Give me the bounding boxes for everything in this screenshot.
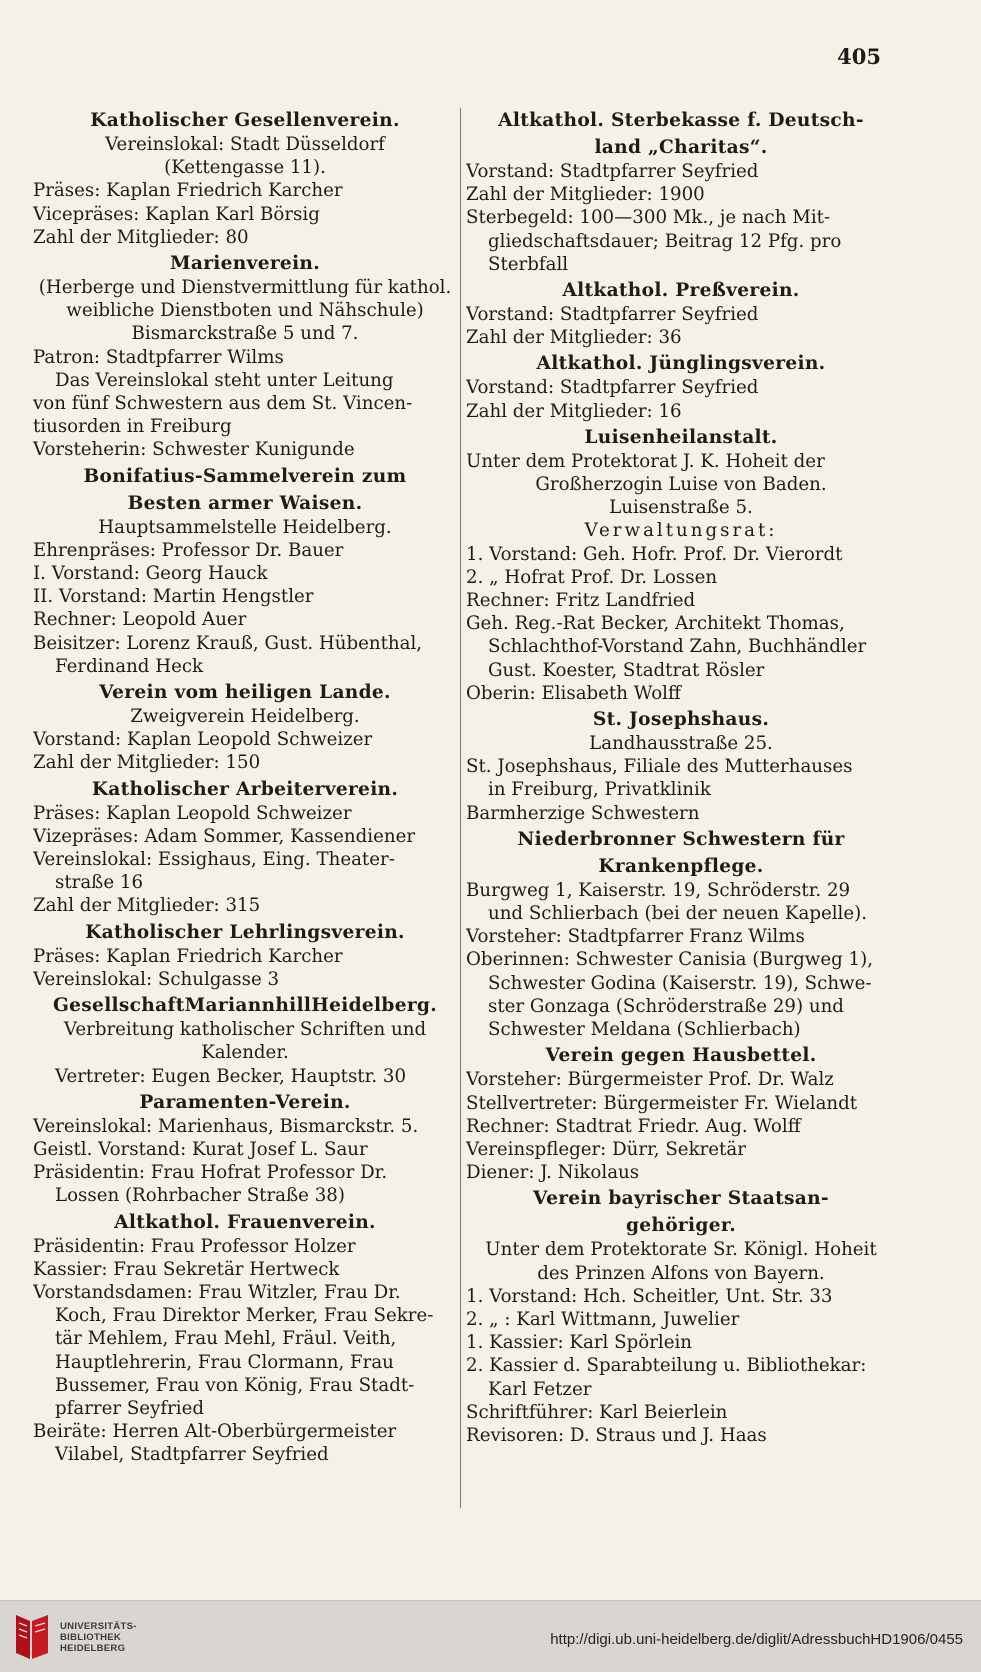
- entry-line: Bismarckstraße 5 und 7.: [131, 323, 359, 345]
- page-number: 405: [837, 44, 881, 69]
- section-heading: Katholischer Gesellenverein.: [90, 110, 400, 131]
- entry-line: (Herberge und Dienstvermittlung für kathol.: [38, 277, 452, 299]
- section-heading: Niederbronner Schwestern für: [517, 828, 845, 850]
- entry-line: Hauptlehrerin, Frau Clormann, Frau: [55, 1351, 394, 1373]
- entry-line: Zahl der Mitglieder: 36: [466, 327, 682, 349]
- entry-line: Beiräte: Herren Alt-Oberbürgermeister: [33, 1421, 397, 1443]
- logo-line-1: UNIVERSITÄTS-: [60, 1621, 137, 1632]
- entry-line: 2. Kassier d. Sparabteilung u. Bibliothekar:: [466, 1355, 867, 1377]
- entry-line: Oberinnen: Schwester Canisia (Burgweg 1),: [466, 949, 873, 971]
- entry-line: (Kettengasse 11).: [164, 157, 326, 179]
- entry-line: Kalender.: [201, 1042, 289, 1064]
- section-heading: Altkathol. Frauenverein.: [114, 1211, 376, 1233]
- entry-line: Großherzogin Luise von Baden.: [535, 474, 827, 496]
- section-heading: Verein vom heiligen Lande.: [99, 682, 391, 704]
- entry-line: Präsidentin: Frau Professor Holzer: [33, 1235, 356, 1257]
- entry-line: Verbreitung katholischer Schriften und: [63, 1019, 427, 1041]
- entry-line: Stellvertreter: Bürgermeister Fr. Wielandt: [466, 1092, 858, 1114]
- entry-line: Geistl. Vorstand: Kurat Josef L. Saur: [33, 1138, 368, 1160]
- entry-line: 2. „ : Karl Wittmann, Juwelier: [466, 1308, 740, 1330]
- entry-line: gliedschaftsdauer; Beitrag 12 Pfg. pro: [488, 230, 842, 252]
- entry-line: 1. Vorstand: Geh. Hofr. Prof. Dr. Vierordt: [466, 543, 843, 565]
- entry-line: Vertreter: Eugen Becker, Hauptstr. 30: [55, 1065, 407, 1087]
- entry-line: Rechner: Stadtrat Friedr. Aug. Wolff: [466, 1115, 801, 1137]
- entry-line: in Freiburg, Privatklinik: [488, 779, 711, 801]
- entry-line: Vereinslokal: Essighaus, Eing. Theater-: [33, 849, 395, 871]
- entry-line: Vorstand: Kaplan Leopold Schweizer: [33, 729, 373, 751]
- entry-line: Kassier: Frau Sekretär Hertweck: [33, 1258, 340, 1280]
- right-column: [466, 106, 896, 1447]
- entry-line: Vorsteher: Stadtpfarrer Franz Wilms: [466, 926, 805, 948]
- entry-line: ster Gonzaga (Schröderstraße 29) und: [488, 995, 844, 1017]
- entry-line: Vorstandsdamen: Frau Witzler, Frau Dr.: [33, 1281, 401, 1303]
- entry-line: Vereinslokal: Schulgasse 3: [33, 968, 280, 990]
- footer-bar: [0, 1600, 981, 1672]
- entry-line: Vereinspfleger: Dürr, Sekretär: [466, 1138, 746, 1160]
- entry-line: Vereinslokal: Stadt Düsseldorf: [105, 134, 385, 155]
- entry-line: I. Vorstand: Georg Hauck: [33, 563, 268, 585]
- entry-line: Rechner: Leopold Auer: [33, 609, 247, 631]
- entry-line: Das Vereinslokal steht unter Leitung: [55, 369, 394, 391]
- section-heading: Verein bayrischer Staatsan-: [533, 1188, 829, 1210]
- entry-line: Gust. Koester, Stadtrat Rösler: [488, 659, 765, 681]
- section-heading: Katholischer Arbeiterverein.: [91, 778, 399, 800]
- section-heading: land „Charitas“.: [594, 137, 768, 158]
- entry-line: Vereinslokal: Marienhaus, Bismarckstr. 5.: [33, 1115, 419, 1137]
- section-heading: Bonifatius-Sammelverein zum: [83, 465, 407, 487]
- entry-line: Diener: J. Nikolaus: [466, 1162, 640, 1184]
- logo-line-2: BIBLIOTHEK: [60, 1632, 122, 1643]
- entry-line: Schlachthof-Vorstand Zahn, Buchhändler: [488, 636, 867, 658]
- entry-line: Burgweg 1, Kaiserstr. 19, Schröderstr. 29: [466, 879, 851, 901]
- section-heading: Altkathol. Jünglingsverein.: [536, 353, 826, 375]
- entry-line: Präses: Kaplan Friedrich Karcher: [33, 945, 343, 967]
- entry-line: Schriftführer: Karl Beierlein: [466, 1401, 728, 1423]
- entry-line: Unter dem Protektorat J. K. Hoheit der: [466, 450, 825, 472]
- entry-line: von fünf Schwestern aus dem St. Vincen-: [33, 393, 413, 415]
- entry-line: St. Josephshaus, Filiale des Mutterhauses: [466, 756, 853, 778]
- entry-line: Unter dem Protektorate Sr. Königl. Hoheit: [485, 1239, 877, 1261]
- entry-line: Zahl der Mitglieder: 80: [33, 226, 249, 248]
- entry-line: 1. Vorstand: Hch. Scheitler, Unt. Str. 33: [466, 1285, 833, 1307]
- entry-line: Karl Fetzer: [488, 1378, 592, 1400]
- entry-line: Sterbfall: [488, 253, 569, 275]
- entry-line: straße 16: [55, 872, 144, 894]
- entry-line: 2. „ Hofrat Prof. Dr. Lossen: [466, 566, 718, 588]
- entry-line: Beisitzer: Lorenz Krauß, Gust. Hübenthal,: [33, 632, 423, 654]
- entry-line: Schwester Godina (Kaiserstr. 19), Schwe-: [488, 972, 872, 994]
- entry-line: Vorstand: Stadtpfarrer Seyfried: [466, 377, 759, 399]
- library-logo-text: [60, 1621, 137, 1654]
- entry-line: Präses: Kaplan Leopold Schweizer: [33, 802, 352, 824]
- section-heading: gehöriger.: [625, 1215, 736, 1237]
- entry-line: Präses: Kaplan Friedrich Karcher: [33, 180, 343, 202]
- entry-line: weibliche Dienstboten und Nähschule): [66, 300, 424, 322]
- entry-line: Patron: Stadtpfarrer Wilms: [33, 346, 284, 368]
- entry-line: Bussemer, Frau von König, Frau Stadt-: [55, 1374, 415, 1396]
- entry-line: Zweigverein Heidelberg.: [130, 706, 360, 728]
- entry-line: Vorsteherin: Schwester Kunigunde: [33, 439, 355, 461]
- section-heading: Paramenten-Verein.: [139, 1091, 351, 1113]
- entry-line: Zahl der Mitglieder: 315: [33, 895, 261, 917]
- section-heading: Krankenpflege.: [598, 855, 764, 877]
- section-heading: Besten armer Waisen.: [127, 492, 363, 514]
- section-heading: St. Josephshaus.: [592, 709, 770, 731]
- entry-line: Barmherzige Schwestern: [466, 802, 700, 824]
- entry-line: Schwester Meldana (Schlierbach): [488, 1019, 801, 1041]
- entry-line: Koch, Frau Direktor Merker, Frau Sekre-: [55, 1305, 434, 1327]
- entry-line: Sterbegeld: 100—300 Mk., je nach Mit-: [466, 207, 831, 229]
- entry-line: Hauptsammelstelle Heidelberg.: [98, 516, 392, 538]
- left-column: [33, 106, 457, 1467]
- entry-line: pfarrer Seyfried: [55, 1397, 204, 1419]
- entry-line: Zahl der Mitglieder: 16: [466, 400, 682, 422]
- entry-line: tär Mehlem, Frau Mehl, Fräul. Veith,: [55, 1328, 397, 1350]
- entry-line: Rechner: Fritz Landfried: [466, 590, 696, 612]
- entry-line: Zahl der Mitglieder: 150: [33, 752, 261, 774]
- entry-line: Ferdinand Heck: [55, 655, 204, 677]
- entry-line: Vicepräses: Kaplan Karl Börsig: [33, 203, 320, 225]
- entry-line: Zahl der Mitglieder: 1900: [466, 184, 705, 206]
- entry-line: Geh. Reg.-Rat Becker, Architekt Thomas,: [466, 613, 845, 635]
- entry-line: Landhausstraße 25.: [589, 733, 773, 755]
- section-heading: Altkathol. Preßverein.: [562, 280, 800, 302]
- entry-line: Verwaltungsrat:: [584, 520, 778, 542]
- library-logo-icon: [10, 1611, 54, 1663]
- entry-line: Vorstand: Stadtpfarrer Seyfried: [466, 304, 759, 326]
- section-heading: Marienverein.: [169, 253, 321, 275]
- entry-line: Luisenstraße 5.: [609, 497, 753, 519]
- entry-line: Vizepräses: Adam Sommer, Kassendiener: [33, 825, 416, 847]
- entry-line: und Schlierbach (bei der neuen Kapelle).: [488, 903, 868, 925]
- section-heading: Katholischer Lehrlingsverein.: [85, 921, 405, 943]
- entry-line: Präsidentin: Frau Hofrat Professor Dr.: [33, 1162, 388, 1184]
- entry-line: Vorstand: Stadtpfarrer Seyfried: [466, 161, 759, 182]
- entry-line: Vilabel, Stadtpfarrer Seyfried: [55, 1444, 329, 1466]
- section-heading: Verein gegen Hausbettel.: [545, 1045, 817, 1067]
- entry-line: Revisoren: D. Straus und J. Haas: [466, 1424, 767, 1446]
- entry-line: II. Vorstand: Martin Hengstler: [33, 586, 314, 608]
- entry-line: Vorsteher: Bürgermeister Prof. Dr. Walz: [466, 1069, 834, 1091]
- section-heading: Luisenheilanstalt.: [584, 426, 778, 448]
- entry-line: 1. Kassier: Karl Spörlein: [466, 1332, 692, 1354]
- entry-line: Ehrenpräses: Professor Dr. Bauer: [33, 539, 344, 561]
- section-heading: GesellschaftMariannhillHeidelberg.: [52, 995, 438, 1017]
- column-divider: [460, 108, 461, 1508]
- entry-line: tiusorden in Freiburg: [33, 416, 232, 438]
- source-url-link[interactable]: http://digi.ub.uni-heidelberg.de/diglit/AdressbuchHD1906/0455: [550, 1631, 963, 1648]
- entry-line: des Prinzen Alfons von Bayern.: [537, 1262, 825, 1284]
- logo-line-3: HEIDELBERG: [60, 1643, 126, 1654]
- entry-line: Lossen (Rohrbacher Straße 38): [55, 1185, 345, 1207]
- section-heading: Altkathol. Sterbekasse f. Deutsch-: [498, 110, 864, 131]
- entry-line: Oberin: Elisabeth Wolff: [466, 682, 681, 704]
